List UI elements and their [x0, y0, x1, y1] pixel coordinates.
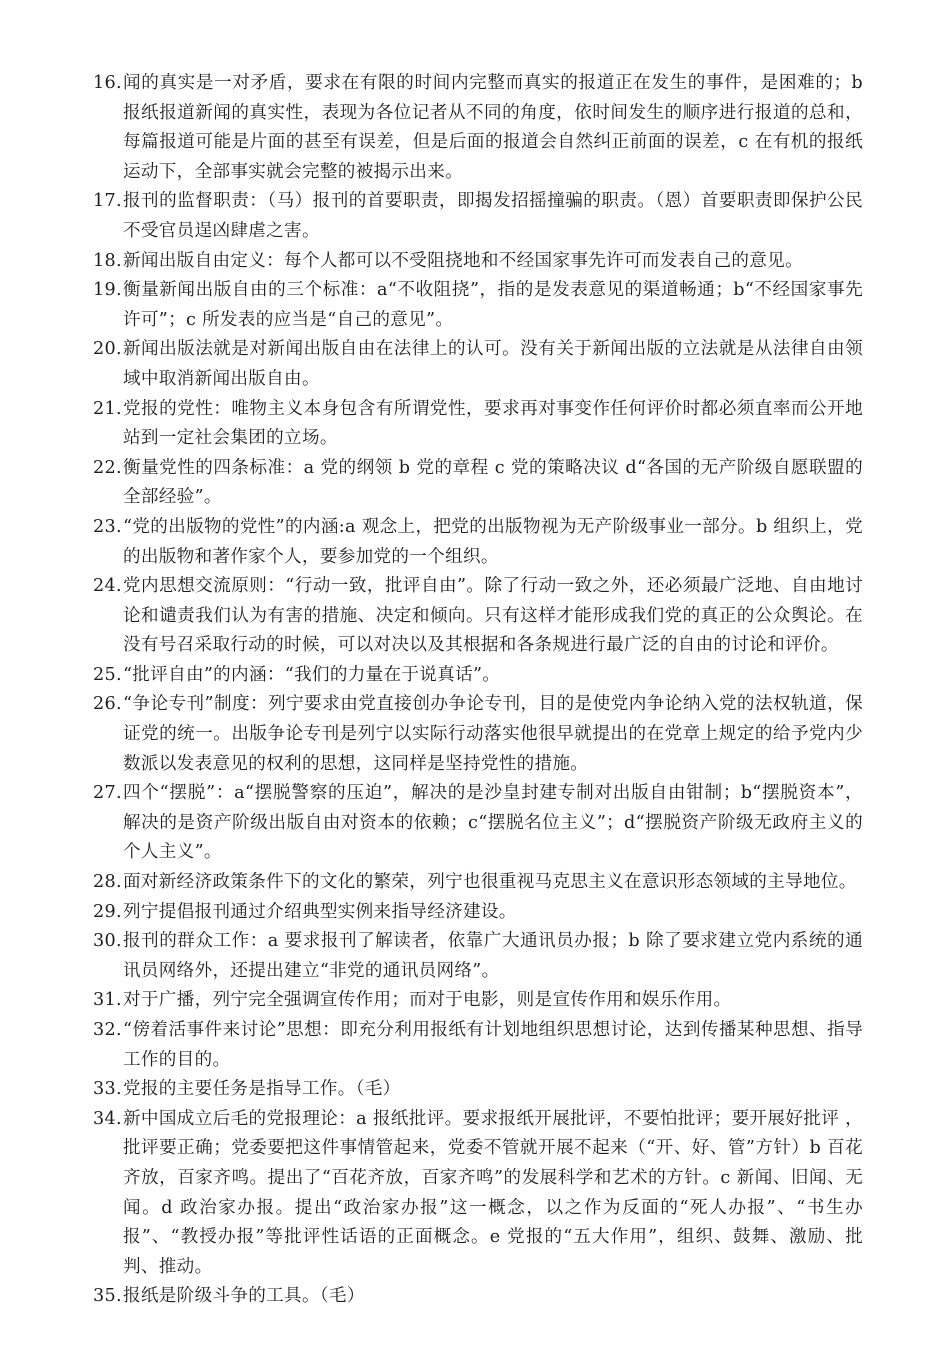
item-number: 19.: [93, 280, 122, 301]
list-item: [93, 779, 863, 868]
item-text: “傍着活事件来讨论”思想：即充分利用报纸有计划地组织思想讨论，达到传播某种思想、指导工作的目的。: [123, 1020, 863, 1070]
list-item: [93, 1282, 863, 1312]
item-number: 34.: [93, 1108, 122, 1129]
item-number: 16.: [93, 73, 122, 93]
item-text: 新闻出版自由定义：每个人都可以不受阻挠地和不经国家事先许可而发表自己的意见。: [123, 250, 803, 271]
list-item: [93, 1016, 863, 1075]
list-item: [93, 927, 863, 986]
list-item: [93, 690, 863, 779]
item-number: 23.: [93, 516, 122, 537]
list-item: [93, 513, 863, 572]
list-item: [93, 572, 863, 661]
list-item: [93, 898, 863, 928]
item-text: 报纸是阶级斗争的工具。（毛）: [123, 1286, 365, 1307]
numbered-list: [93, 69, 863, 1312]
item-text: 闻的真实是一对矛盾，要求在有限的时间内完整而真实的报道正在发生的事件，是困难的；b 报纸报道新闻的真实性，表现为各位记者从不同的角度，依时间发生的顺序进行报道的总和，每篇报道可能是片面的甚至有误差，但是后面的报道会自然纠正前面的误差，c 在有机的报纸运动下，全部事实就会完整的被揭示出来。: [123, 73, 863, 182]
item-text: 四个“摆脱”：a“摆脱警察的压迫”，解决的是沙皇封建专制对出版自由钳制；b“摆脱资本”，解决的是资产阶级出版自由对资本的依赖；c“摆脱名位主义”；d“摆脱资产阶级无政府主义的个人主义”。: [123, 783, 863, 863]
item-text: 列宁提倡报刊通过介绍典型实例来指导经济建设。: [123, 901, 517, 922]
item-number: 21.: [93, 398, 122, 419]
item-number: 25.: [93, 664, 122, 685]
list-item: [93, 454, 863, 513]
list-item: [93, 395, 863, 454]
list-item: [93, 69, 863, 187]
list-item: [93, 868, 863, 898]
item-text: 报刊的监督职责：（马）报刊的首要职责，即揭发招摇撞骗的职责。（恩）首要职责即保护公民不受官员逞凶肆虐之害。: [123, 191, 863, 241]
list-item: [93, 187, 863, 246]
item-text: 对于广播，列宁完全强调宣传作用；而对于电影，则是宣传作用和娱乐作用。: [123, 990, 732, 1011]
item-number: 35.: [93, 1286, 122, 1307]
item-text: 党内思想交流原则：“行动一致，批评自由”。除了行动一致之外，还必须最广泛地、自由地讨论和谴责我们认为有害的措施、决定和倾向。只有这样才能形成我们党的真正的公众舆论。在没有号召采取行动的时候，可以对决以及其根据和各条规进行最广泛的自由的讨论和评价。: [123, 576, 863, 656]
item-number: 26.: [93, 694, 122, 715]
list-item: [93, 247, 863, 277]
item-number: 28.: [93, 872, 122, 893]
list-item: [93, 1105, 863, 1283]
item-text: 党报的主要任务是指导工作。（毛）: [123, 1079, 401, 1100]
item-number: 31.: [93, 990, 122, 1011]
item-text: 新中国成立后毛的党报理论：a 报纸批评。要求报纸开展批评，不要怕批评；要开展好批评 ，批评要正确；党委要把这件事情管起来，党委不管就开展不起来（“开、好、管”方针）b 百花齐放，百家齐鸣。提出了“百花齐放，百家齐鸣”的发展科学和艺术的方针。c 新闻、旧闻、无闻。d 政治家办报。提出“政治家办报”这一概念，以之作为反面的“死人办报”、“书生办报”、“教授办报”等批评性话语的正面概念。e 党报的“五大作用”，组织、鼓舞、激励、批判、推动。: [123, 1108, 863, 1277]
item-text: “争论专刊”制度：列宁要求由党直接创办争论专刊，目的是使党内争论纳入党的法权轨道，保证党的统一。出版争论专刊是列宁以实际行动落实他很早就提出的在党章上规定的给予党内少数派以发表意见的权利的思想，这同样是坚持党性的措施。: [123, 694, 863, 774]
item-number: 29.: [93, 901, 122, 922]
list-item: [93, 335, 863, 394]
item-number: 20.: [93, 339, 122, 360]
item-text: 衡量党性的四条标准：a 党的纲领 b 党的章程 c 党的策略决议 d“各国的无产阶级自愿联盟的全部经验”。: [123, 457, 863, 508]
list-item: [93, 1075, 863, 1105]
item-text: 新闻出版法就是对新闻出版自由在法律上的认可。没有关于新闻出版的立法就是从法律自由领域中取消新闻出版自由。: [123, 339, 863, 389]
item-number: 27.: [93, 783, 122, 804]
item-text: 面对新经济政策条件下的文化的繁荣，列宁也很重视马克思主义在意识形态领域的主导地位。: [123, 872, 857, 893]
item-text: “批评自由”的内涵：“我们的力量在于说真话”。: [123, 664, 501, 685]
item-number: 18.: [93, 250, 122, 271]
item-number: 24.: [93, 576, 122, 597]
item-text: 衡量新闻出版自由的三个标准：a“不收阻挠”，指的是发表意见的渠道畅通；b“不经国家事先许可”；c 所发表的应当是“自己的意见”。: [123, 280, 863, 330]
item-text: 党报的党性：唯物主义本身包含有所谓党性，要求再对事变作任何评价时都必须直率而公开地站到一定社会集团的立场。: [123, 398, 863, 449]
item-number: 33.: [93, 1079, 122, 1100]
item-number: 32.: [93, 1020, 122, 1040]
item-number: 17.: [93, 191, 122, 212]
item-text: 报刊的群众工作：a 要求报刊了解读者，依靠广大通讯员办报；b 除了要求建立党内系统的通讯员网络外，还提出建立“非党的通讯员网络”。: [123, 931, 863, 981]
item-number: 22.: [93, 457, 122, 478]
list-item: [93, 986, 863, 1016]
list-item: [93, 276, 863, 335]
item-number: 30.: [93, 931, 122, 952]
item-text: “党的出版物的党性”的内涵:a 观念上，把党的出版物视为无产阶级事业一部分。b 组织上，党的出版物和著作家个人，要参加党的一个组织。: [123, 516, 863, 567]
list-item: [93, 661, 863, 691]
